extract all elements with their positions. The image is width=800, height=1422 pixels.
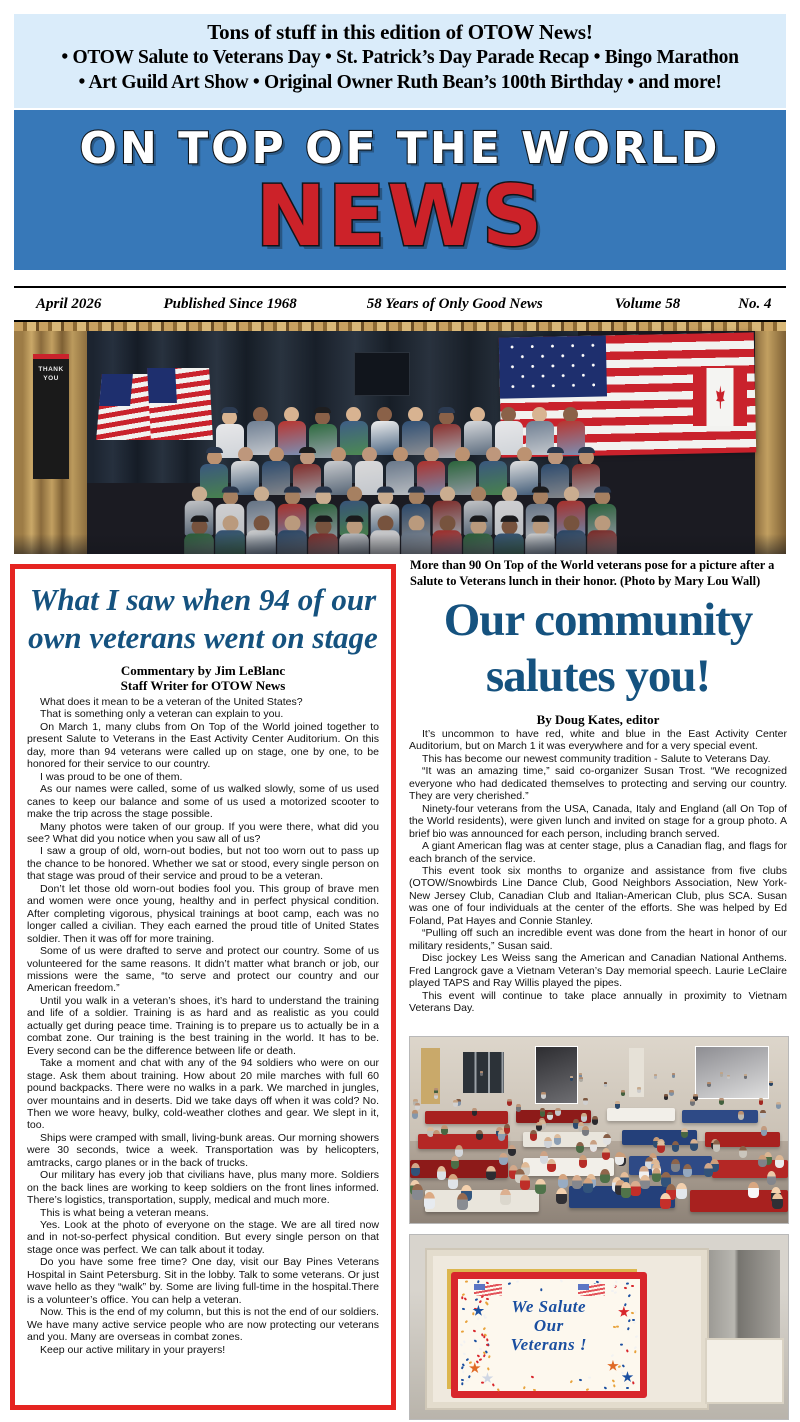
attendee	[704, 1163, 713, 1177]
paragraph: I was proud to be one of them.	[40, 770, 183, 783]
paragraph: What does it mean to be a veteran of the United States?	[40, 696, 303, 708]
sprinkle	[631, 1285, 634, 1287]
sprinkle	[625, 1383, 628, 1385]
attendee	[590, 1140, 598, 1151]
sprinkle	[476, 1354, 479, 1357]
attendee	[603, 1134, 610, 1145]
paragraph: This is what being a veteran means.	[40, 1206, 209, 1219]
attendee	[775, 1155, 784, 1168]
attendee	[664, 1094, 669, 1101]
attendee	[570, 1076, 573, 1081]
attendee	[541, 1092, 545, 1099]
attendee	[451, 1156, 460, 1169]
attendee	[547, 1112, 553, 1121]
attendee	[453, 1100, 458, 1107]
attendee	[690, 1139, 697, 1150]
sprinkle	[469, 1362, 472, 1365]
sprinkle	[570, 1380, 573, 1383]
attendee	[572, 1175, 582, 1190]
attendee	[412, 1110, 418, 1118]
paragraph: Yes. Look at the photo of everyone on the stage. We are all tired now and in not-so-perfect physical condition. But every single person on that stage once was perfect. We can talk about it today.	[27, 1219, 379, 1256]
sprinkle	[481, 1382, 484, 1384]
attendee	[448, 1174, 458, 1189]
left-article-byline-1: Commentary by Jim LeBlanc	[120, 663, 286, 678]
paragraph: It’s uncommon to have red, white and blue in the East Activity Center Auditorium, but on March 1 it was everywhere and for a very special event.	[409, 728, 787, 753]
paragraph: Our military has every job that civilians have, plus many more. Soldiers on the back lines are working to keep soldiers on the front lines informed. There’s logistics, transportation, supply, medical and much more.	[27, 1169, 379, 1207]
right-article-byline: By Doug Kates, editor	[536, 712, 660, 727]
sprinkle	[604, 1386, 607, 1389]
attendee	[556, 1188, 567, 1204]
sprinkle	[479, 1359, 482, 1362]
sprinkle	[560, 1279, 563, 1282]
cake-icing-text	[458, 1297, 640, 1354]
sprinkle	[626, 1387, 629, 1389]
paragraph: Now. This is the end of my column, but this is not the end of our soldiers. We have many active service people who are now protecting our veterans and you. Many are overseas in combat zones.	[27, 1306, 379, 1344]
lead-photo-caption: More than 90 On Top of the World veterans pose for a picture after a Salute to Veterans lunch in their honor. (Photo by Mary Lou Wall)	[410, 558, 775, 588]
flag-canton	[499, 335, 607, 398]
attendee	[621, 1182, 631, 1197]
veterans-group	[14, 404, 786, 554]
masthead-news-word: NEWS	[255, 167, 545, 265]
sprinkle	[533, 1388, 536, 1390]
dateline-bar	[14, 286, 786, 322]
sprinkle	[611, 1290, 614, 1292]
paragraph: That is something only a veteran can explain to you.	[40, 708, 284, 721]
attendee	[547, 1159, 556, 1172]
sprinkle	[523, 1387, 526, 1390]
teaser-banner	[14, 14, 786, 108]
attendee	[690, 1099, 695, 1106]
cake-icing-line-1: We Salute	[511, 1296, 587, 1316]
paragraph: Some of us were drafted to serve and protect our country. Some of us volunteered for the same reasons. It didn’t matter what branch or job, our missions were the same, “to serve and protect our country and our American freedom.”	[27, 945, 379, 995]
sprinkle	[541, 1288, 543, 1291]
icing-american-flag	[578, 1284, 605, 1296]
attendee	[615, 1152, 623, 1164]
masthead-title: ON TOP OF THE WORLD	[79, 123, 721, 174]
dateline-published: Published Since 1968	[163, 295, 297, 312]
sprinkle	[621, 1371, 624, 1374]
attendee	[759, 1098, 764, 1105]
attendee	[602, 1148, 610, 1160]
attendee	[424, 1192, 435, 1208]
sprinkle	[508, 1283, 511, 1286]
paragraph: Disc jockey Les Weiss sang the American and Canadian National Anthems. Fred Langrock gave a Vietnam Veteran’s Day memorial speech. Laurie LeClaire played TAPS and Ray Willis played the pipes.	[409, 952, 787, 990]
sprinkle	[483, 1354, 486, 1357]
attendee	[748, 1182, 758, 1197]
sprinkle	[611, 1354, 614, 1357]
attendee	[476, 1130, 483, 1140]
attendee	[530, 1130, 537, 1140]
attendee	[739, 1146, 747, 1158]
attendee	[558, 1174, 568, 1189]
attendee	[540, 1108, 545, 1116]
icing-star	[469, 1362, 481, 1374]
attendee	[516, 1104, 521, 1112]
paragraph: “Pulling off such an incredible event was done from the heart in honor of our military residents,” Susan said.	[409, 927, 787, 952]
attendee	[637, 1087, 641, 1093]
attendee	[615, 1101, 620, 1109]
icing-american-flag	[474, 1284, 501, 1296]
attendee	[760, 1110, 766, 1118]
attendee	[508, 1145, 516, 1157]
paragraph: “It was an amazing time,” said co-organizer Susan Trost. “We recognized everyone who had dedicated themselves to protecting and serving our country. They are very cherished.”	[409, 765, 787, 803]
attendee	[767, 1171, 777, 1185]
attendee	[727, 1075, 730, 1080]
attendee	[738, 1111, 744, 1119]
stage-speaker	[354, 352, 410, 396]
paragraph: This has become our newest community tradition - Salute to Veterans Day.	[422, 752, 771, 765]
sprinkle	[487, 1367, 490, 1370]
attendee	[657, 1141, 665, 1152]
second-cake-box	[705, 1338, 785, 1405]
sprinkle	[588, 1377, 591, 1379]
attendee	[500, 1189, 511, 1205]
sprinkle	[614, 1291, 617, 1294]
sprinkle	[466, 1379, 469, 1382]
attendee	[707, 1082, 711, 1088]
attendee	[498, 1130, 505, 1140]
attendee	[579, 1155, 588, 1168]
attendee	[582, 1126, 589, 1136]
paragraph: Ninety-four veterans from the USA, Canada, Italy and England (all On Top of the World residents), were given lunch and invited on stage for a group photo. A brief bio was announced for each person, including branch served.	[409, 802, 787, 840]
sprinkle	[586, 1388, 589, 1391]
paragraph: Don’t let those old worn-out bodies fool you. This group of brave men and women were once young, healthy and in perfect physical condition. After completing vigorous, physical trainings at boot camp, each was no longer called a civilian. They each earned the proud title of United States soldier. Then it was off for more training.	[27, 882, 379, 945]
left-article-headline: What I saw when 94 of our own veterans went on stage	[28, 582, 378, 655]
lead-photo-veterans-on-stage	[14, 322, 786, 554]
cake-icing-line-2: Our	[533, 1315, 564, 1335]
attendee	[713, 1140, 721, 1151]
paragraph: Take a moment and chat with any of the 94 soldiers who were on our stage. Ask them about training. How about 20 mile marches with full 60 pound backpacks. There were no walks in a park. We marched in jungles, over mountains and in deserts. Did we take days off when it was cold? No. Then we wore heavy, bulky, cold-weather clothes and gear. We slept in it, too.	[27, 1057, 379, 1132]
paragraph: Ships were cramped with small, living-bunk areas. Our morning showers were 30 seconds, twice a week. Transportation was by helicopters, amtracks, cargo planes or in the back of trucks.	[27, 1131, 379, 1169]
attendee	[520, 1175, 530, 1190]
sprinkle	[622, 1364, 625, 1367]
paragraph: This event will continue to take place annually in proximity to Vietnam Veterans Day.	[409, 989, 787, 1014]
attendee	[761, 1126, 768, 1136]
attendee	[652, 1168, 661, 1182]
sprinkle	[516, 1281, 519, 1283]
attendee	[412, 1184, 422, 1200]
sprinkle	[466, 1358, 469, 1361]
attendee	[576, 1142, 584, 1153]
attendee	[683, 1164, 692, 1178]
attendee	[776, 1102, 781, 1110]
attendee	[499, 1153, 507, 1166]
attendee	[415, 1103, 420, 1111]
attendee	[507, 1099, 512, 1106]
photo-shadow-overlay	[14, 534, 786, 554]
attendee	[720, 1072, 723, 1077]
attendee	[583, 1098, 588, 1105]
cake-icing-line-3: Veterans !	[510, 1334, 587, 1354]
sprinkle	[461, 1379, 464, 1381]
dateline-number: No. 4	[738, 295, 772, 312]
sprinkle	[476, 1360, 479, 1363]
attendee	[555, 1108, 560, 1116]
attendee	[472, 1108, 477, 1116]
sprinkle	[613, 1384, 615, 1387]
attendee	[441, 1125, 448, 1135]
attendee	[758, 1155, 766, 1168]
dateline-tagline: 58 Years of Only Good News	[366, 295, 543, 312]
cake-box	[425, 1248, 709, 1410]
paragraph: Many photos were taken of our group. If you were there, what did you see? What did you notice when you saw all of us?	[27, 820, 379, 845]
right-article-headline: Our community salutes you!	[443, 594, 753, 702]
attendee	[660, 1193, 671, 1209]
sprinkle	[465, 1281, 468, 1283]
attendee	[769, 1081, 773, 1086]
attendee	[672, 1073, 675, 1078]
attendee	[592, 1116, 598, 1125]
attendee	[581, 1113, 587, 1122]
attendee	[640, 1175, 650, 1190]
attendee	[544, 1137, 551, 1148]
attendee	[600, 1169, 609, 1183]
paragraph: Until you walk in a veteran’s shoes, it’s hard to understand the training and life of a soldier. Training is as hard and as realistic as you could actually get during peace time. Training is to prepare us to actually be in a combat zone. Our training is the best training in the world. It has to be. Every second can be the difference between life or death.	[27, 994, 379, 1057]
attendee	[554, 1134, 561, 1145]
attendee	[604, 1082, 608, 1088]
sprinkle	[461, 1382, 463, 1385]
paragraph: Do you have some free time? One day, visit our Bay Pines Veterans Hospital in Saint Petersburg. Sit in the lobby. Talk to some veterans. Or just wave hello as they “walk” by. Some are living full-time in the hospital.There is a volunteer’s office. You can help a veteran.	[27, 1256, 379, 1306]
paragraph: A giant American flag was at center stage, plus a Canadian flag, and flags for each branch of the service.	[409, 840, 787, 865]
dateline-date: April 2026	[36, 295, 102, 312]
attendee	[621, 1090, 625, 1096]
attendee	[672, 1141, 680, 1152]
luncheon-photo	[409, 1036, 789, 1224]
cake-photo	[409, 1234, 789, 1420]
attendee	[480, 1071, 483, 1076]
paragraph: On March 1, many clubs from On Top of the World joined together to present Salute to Veterans in the East Activity Center Auditorium. On this day, more than 94 veterans were called up on stage, one by one, to be honored for their service to our country.	[27, 720, 379, 771]
attendee	[676, 1183, 686, 1199]
attendee	[433, 1130, 440, 1140]
attendee	[457, 1193, 468, 1209]
sprinkle	[624, 1287, 627, 1289]
sprinkle	[612, 1379, 615, 1382]
sprinkle	[579, 1379, 582, 1381]
thank-you-banner-text: THANK YOU	[38, 366, 64, 382]
sprinkle	[530, 1375, 533, 1378]
teaser-items-line-2: • Art Guild Art Show • Original Owner Ruth Bean’s 100th Birthday • and more!	[78, 72, 722, 93]
sprinkle	[489, 1355, 492, 1358]
left-article-body	[27, 696, 379, 1356]
attendee	[486, 1166, 495, 1180]
attendee	[669, 1090, 673, 1096]
dateline-volume: Volume 58	[614, 295, 681, 312]
sprinkle	[497, 1388, 500, 1391]
attendee	[681, 1128, 688, 1138]
attendee	[654, 1074, 657, 1079]
right-article-body	[409, 728, 787, 1014]
attendee	[411, 1163, 420, 1176]
sprinkle	[616, 1280, 619, 1283]
attendee	[630, 1181, 640, 1196]
teaser-headline: Tons of stuff in this edition of OTOW News!	[207, 20, 593, 44]
left-article-box	[10, 564, 396, 1410]
masthead	[14, 110, 786, 270]
attendee	[583, 1178, 593, 1193]
attendee	[535, 1179, 545, 1194]
attendee	[536, 1122, 542, 1132]
attendee	[719, 1098, 724, 1105]
paragraph: Keep our active military in your prayers!	[40, 1343, 226, 1356]
paragraph: As our names were called, some of us walked slowly, some of us used canes to keep our balance and some of us used a motorized scooter to make the trip across the stage possible.	[27, 783, 379, 821]
attendee	[579, 1077, 582, 1082]
attendee	[671, 1159, 680, 1172]
paragraph: This event took six months to organize and assistance from five clubs (OTOW/Snowbirds Line Dance Club, Good Neighbors Association, New York-New Jersey Club, Canadian Club and Italian-American Club, plus SCA. Susan was one of four individuals at the center of the efforts. She was helped by Ed Foland, Pat Hayes and Connie Stanley.	[409, 864, 787, 927]
sprinkle	[462, 1370, 464, 1373]
sprinkle	[492, 1384, 495, 1387]
paragraph: I saw a group of old, worn-out bodies, but not too worn out to pass up the chance to be honored. Whether we sat or stood, every single person on that stage was proud of their service and proud to be a veteran.	[27, 845, 379, 883]
left-article-byline-2: Staff Writer for OTOW News	[120, 678, 286, 693]
attendee	[434, 1093, 438, 1100]
sheet-cake	[451, 1272, 647, 1398]
teaser-items-line-1: • OTOW Salute to Veterans Day • St. Patrick’s Day Parade Recap • Bingo Marathon	[61, 47, 739, 68]
attendee	[437, 1166, 446, 1180]
attendee	[744, 1074, 747, 1079]
sprinkle	[625, 1283, 628, 1285]
sprinkle	[461, 1366, 464, 1369]
attendee	[772, 1193, 783, 1209]
stage-ceiling-trim	[14, 322, 786, 331]
luncheon-crowd	[410, 1037, 788, 1223]
